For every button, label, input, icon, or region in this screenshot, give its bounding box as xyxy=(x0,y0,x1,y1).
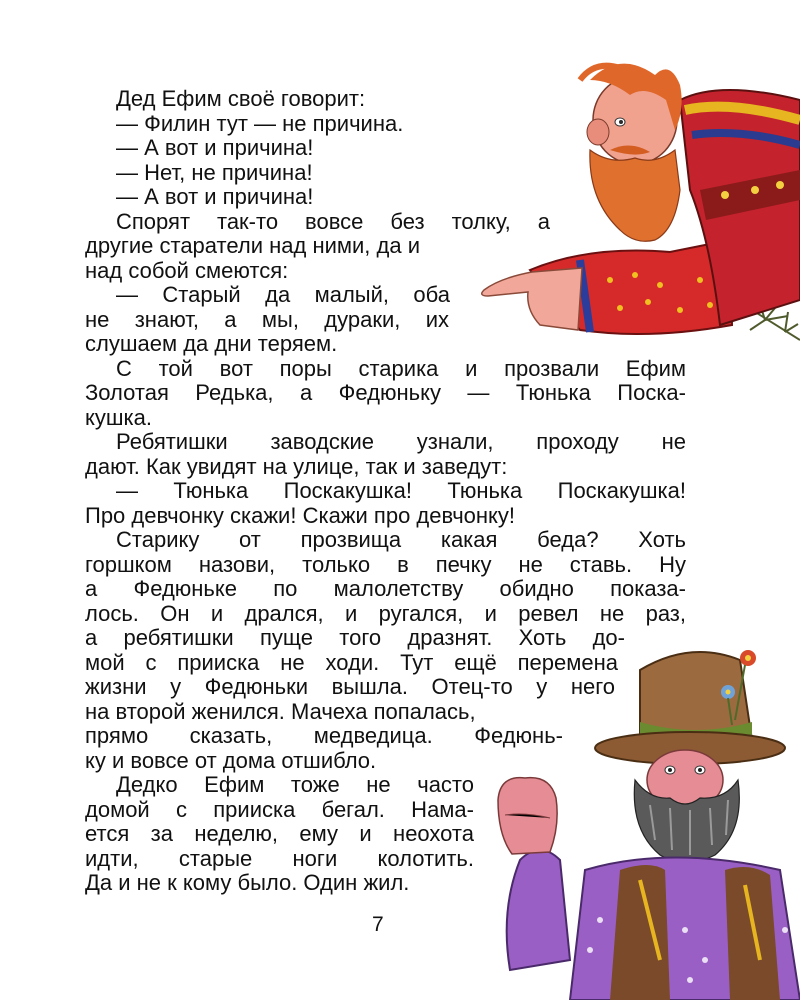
text-line: дают. Как увидят на улице, так и заведут: xyxy=(85,454,508,479)
text-line: Да и не к кому было. Один жил. xyxy=(85,870,410,895)
text-line: домой с прииска бегал. Нама- xyxy=(85,797,474,822)
text-line: а ребятишки пуще того дразнят. Хоть до- xyxy=(85,625,625,650)
text-line: прямо сказать, медведица. Федюнь- xyxy=(85,723,563,748)
text-line: мой с прииска не ходи. Тут ещё перемена xyxy=(85,650,618,675)
text-line: горшком назови, только в печку не ставь. Ну xyxy=(85,552,686,577)
text-line: С той вот поры старика и прозвали Ефим xyxy=(116,356,686,381)
text-line: а Федюньке по малолетству обидно показа- xyxy=(85,576,686,601)
text-line: — Старый да малый, оба xyxy=(116,282,450,307)
text-line: другие старатели над ними, да и xyxy=(85,233,420,258)
illustration-red-bearded-man xyxy=(470,40,800,370)
text-line: — А вот и причина! xyxy=(116,184,314,209)
text-line: лось. Он и дрался, и ругался, и ревел не раз, xyxy=(85,601,686,626)
text-line: Дедко Ефим тоже не часто xyxy=(116,772,474,797)
text-line: над собой смеются: xyxy=(85,258,289,283)
text-line: слушаем да дни теряем. xyxy=(85,331,338,356)
text-line: — Нет, не причина! xyxy=(116,160,313,185)
text-line: Золотая Редька, а Федюньку — Тюнька Поска- xyxy=(85,380,686,405)
text-line: Ребятишки заводские узнали, проходу не xyxy=(116,429,686,454)
text-line: Спорят так-то вовсе без толку, а xyxy=(116,209,550,234)
page-number: 7 xyxy=(372,913,384,936)
text-line: ется за неделю, ему и неохота xyxy=(85,821,474,846)
text-line: Дед Ефим своё говорит: xyxy=(116,86,366,111)
text-line: Про девчонку скажи! Скажи про девчонку! xyxy=(85,503,516,528)
text-line: — А вот и причина! xyxy=(116,135,314,160)
text-line: не знают, а мы, дураки, их xyxy=(85,307,449,332)
text-line: кушка. xyxy=(85,405,152,430)
text-line: ку и вовсе от дома отшибло. xyxy=(85,748,377,773)
text-line: — Филин тут — не причина. xyxy=(116,111,404,136)
text-line: жизни у Федюньки вышла. Отец-то у него xyxy=(85,674,615,699)
text-line: Старику от прозвища какая беда? Хоть xyxy=(116,527,686,552)
text-line: на второй женился. Мачеха попалась, xyxy=(85,699,476,724)
text-line: идти, старые ноги колотить. xyxy=(85,846,474,871)
text-line: — Тюнька Поскакушка! Тюнька Поскакушка! xyxy=(116,478,686,503)
